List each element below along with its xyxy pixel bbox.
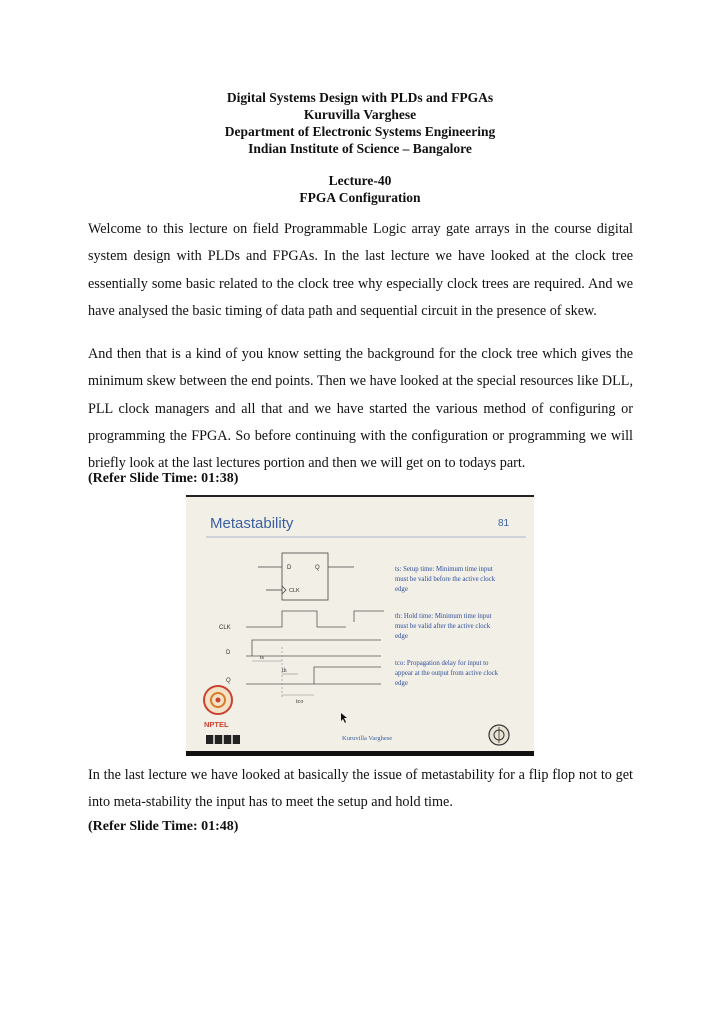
lecture-number: Lecture-40 — [328, 173, 392, 188]
paragraph-1: Welcome to this lecture on field Programmable Logic array gate arrays in the course digital system design with PLDs and FPGAs. In the last lecture we have looked at the clock tree essentially some basic related to the clock tree why especially clock trees are required. And we have analysed the basic timing of data path and sequential circuit in the presence of skew. — [88, 221, 633, 319]
brand-mark — [206, 735, 240, 744]
refer-slide-time-1: (Refer Slide Time: 01:38) — [88, 471, 239, 486]
lecture-topic: FPGA Configuration — [299, 190, 421, 205]
mouse-pointer-icon — [341, 713, 347, 723]
d-waveform — [246, 640, 381, 656]
propagation-definition: tco: Propagation delay for input to appear at the output from active clock edge — [395, 660, 499, 687]
setup-definition: ts: Setup time: Minimum time input must be valid before the active clock edge — [395, 566, 496, 593]
q-waveform — [246, 667, 381, 684]
tco-marker: tco — [296, 699, 304, 705]
d-signal-label: D — [226, 650, 231, 656]
paragraph-3: In the last lecture we have looked at basically the issue of metastability for a flip flop not to get into meta-stability the input has to meet the setup and hold time. — [88, 767, 633, 811]
slide-title: Metastability — [210, 515, 294, 532]
ff-q-label: Q — [315, 565, 320, 571]
metastability-slide — [186, 497, 534, 751]
slide-image — [186, 495, 534, 756]
refer-slide-time-2: (Refer Slide Time: 01:48) — [88, 819, 239, 834]
slide-author: Kuruvilla Varghese — [342, 735, 393, 742]
institute: Indian Institute of Science – Bangalore — [248, 141, 472, 156]
th-marker: th — [282, 668, 287, 674]
q-signal-label: Q — [226, 678, 231, 684]
nptel-logo — [204, 686, 232, 729]
department: Department of Electronic Systems Engineering — [224, 124, 496, 139]
svg-text:NPTEL: NPTEL — [204, 720, 229, 729]
clk-waveform — [246, 611, 346, 627]
ff-clk-label: CLK — [289, 588, 300, 594]
iisc-crest-icon — [489, 725, 509, 745]
course-title: Digital Systems Design with PLDs and FPGAs — [226, 90, 494, 105]
ff-d-label: D — [287, 565, 292, 571]
hold-definition: th: Hold time: Minimum time input must be valid after the active clock edge — [395, 613, 492, 640]
slide-number: 81 — [498, 518, 510, 529]
author-name: Kuruvilla Varghese — [303, 107, 417, 122]
clk-signal-label: CLK — [219, 625, 231, 631]
ts-marker: ts — [260, 655, 265, 661]
paragraph-2: And then that is a kind of you know setting the background for the clock tree which gives the minimum skew between the end points. Then we have looked at the special resources like DLL, PLL clock managers and all that and we have started the various method of configuring or programming the FPGA. So before continuing with the configuration or programming we will briefly look at the last lectures portion and then we will get on to todays part. — [88, 346, 633, 472]
